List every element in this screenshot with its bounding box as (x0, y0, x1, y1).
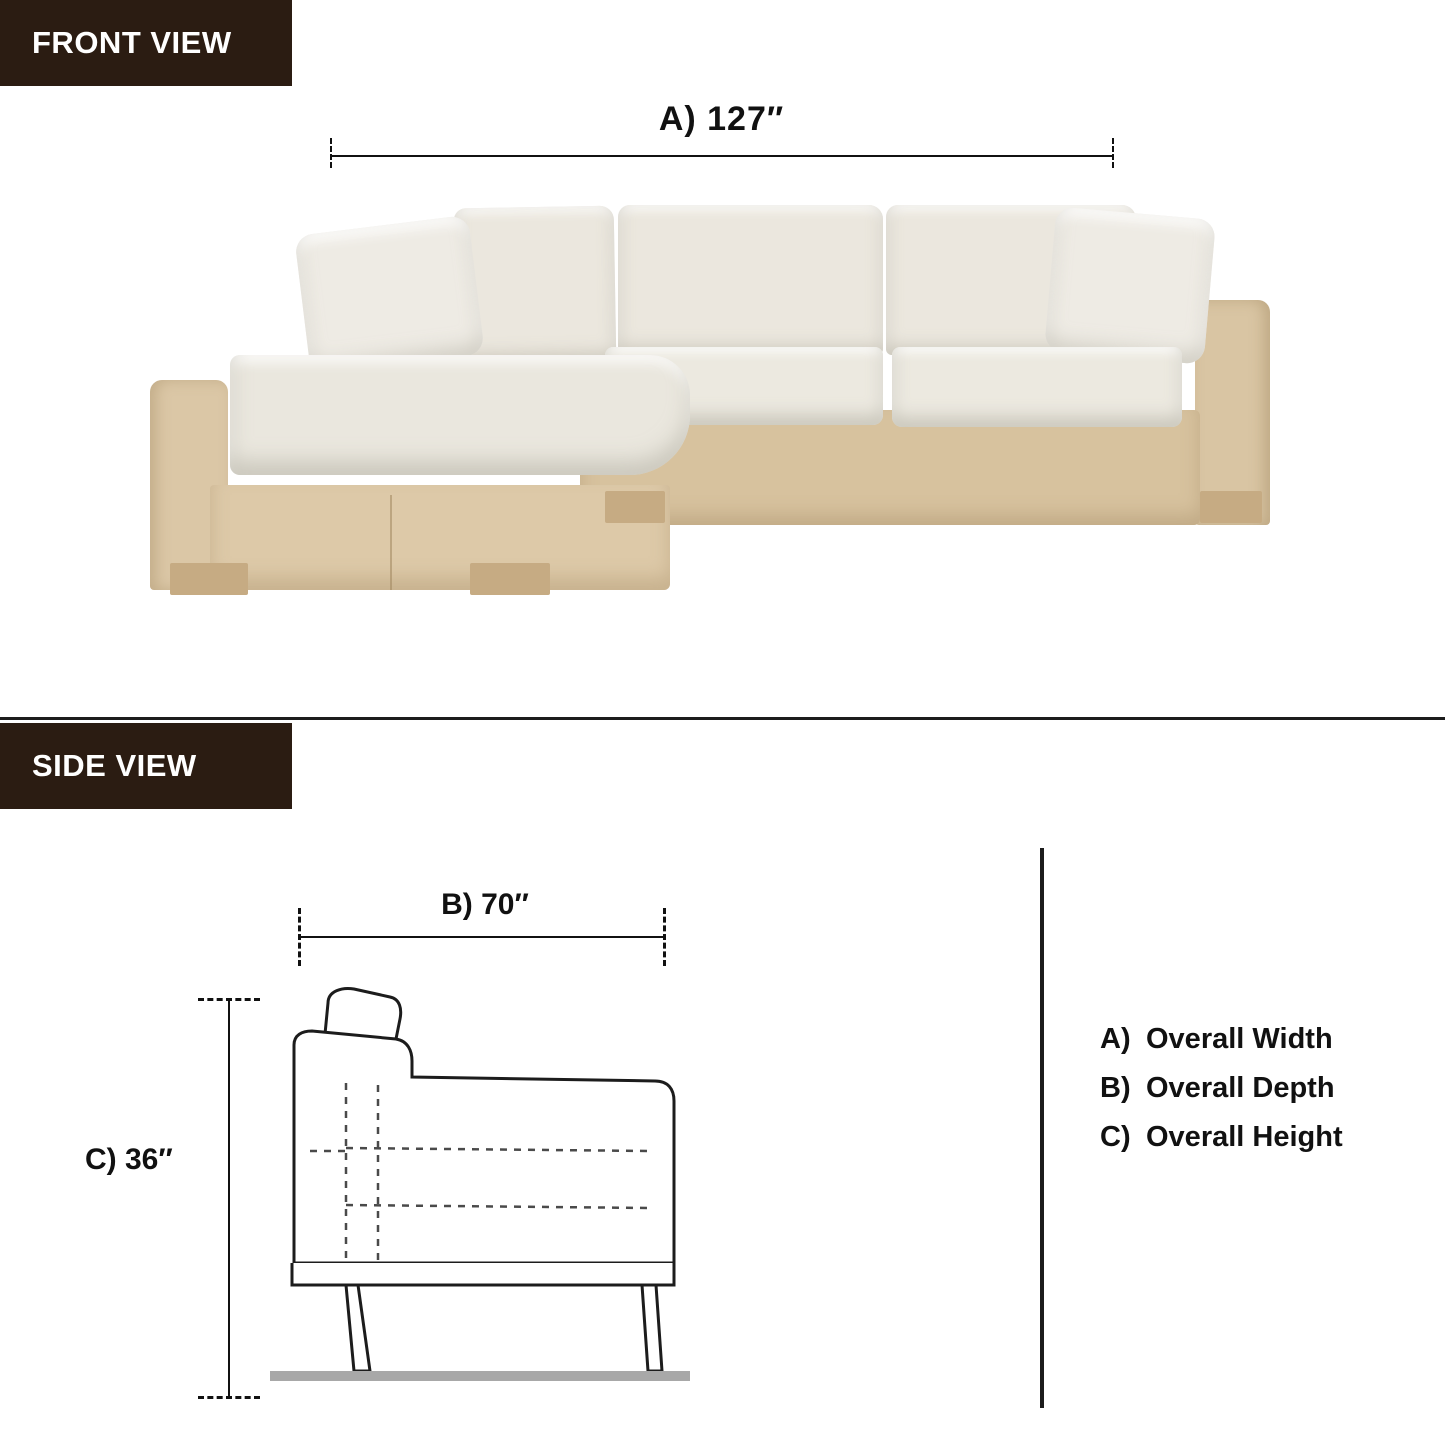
dimension-b-line (300, 936, 665, 938)
dimension-b-tick-right (663, 908, 666, 966)
throw-pillow-left (294, 215, 485, 375)
dimension-b-text: B) 70″ (441, 888, 529, 921)
throw-pillow-right (1044, 206, 1216, 364)
legend-key-a: A) (1100, 1023, 1131, 1055)
dimension-c-text: C) 36″ (85, 1143, 173, 1176)
dimension-a-tick-right (1112, 138, 1116, 168)
sofa-side-profile-drawing (250, 973, 720, 1403)
front-view-label: FRONT VIEW (0, 0, 292, 86)
front-view-panel (0, 0, 1445, 717)
sofa-leg (170, 563, 248, 595)
side-view-panel (0, 723, 1445, 1445)
dimension-a-text: A) 127″ (658, 100, 785, 138)
sofa-leg (605, 491, 665, 523)
seat-cushion-chaise (230, 355, 690, 475)
back-cushion-center (618, 205, 883, 355)
dimension-a-tick-left (330, 138, 334, 168)
legend-key-c: C) (1100, 1121, 1131, 1153)
dimension-b-tick-left (298, 908, 301, 966)
sofa-leg (470, 563, 550, 595)
legend-label-b: Overall Depth (1146, 1072, 1335, 1104)
section-divider (0, 717, 1445, 720)
floor-line (270, 1371, 690, 1381)
dimension-a-line (330, 155, 1114, 157)
legend-label-c: Overall Height (1146, 1121, 1343, 1153)
legend-item-b (1100, 1072, 1420, 1105)
dimension-c-line (228, 998, 230, 1398)
sofa-leg (1200, 491, 1262, 523)
side-view-label: SIDE VIEW (0, 723, 292, 809)
legend (1100, 1023, 1420, 1170)
legend-item-c (1100, 1121, 1420, 1154)
legend-divider (1040, 848, 1044, 1408)
seat-cushion-right (892, 347, 1182, 427)
legend-key-b: B) (1100, 1072, 1131, 1104)
legend-label-a: Overall Width (1146, 1023, 1333, 1055)
sofa-front-illustration (150, 195, 1270, 595)
legend-item-a (1100, 1023, 1420, 1056)
